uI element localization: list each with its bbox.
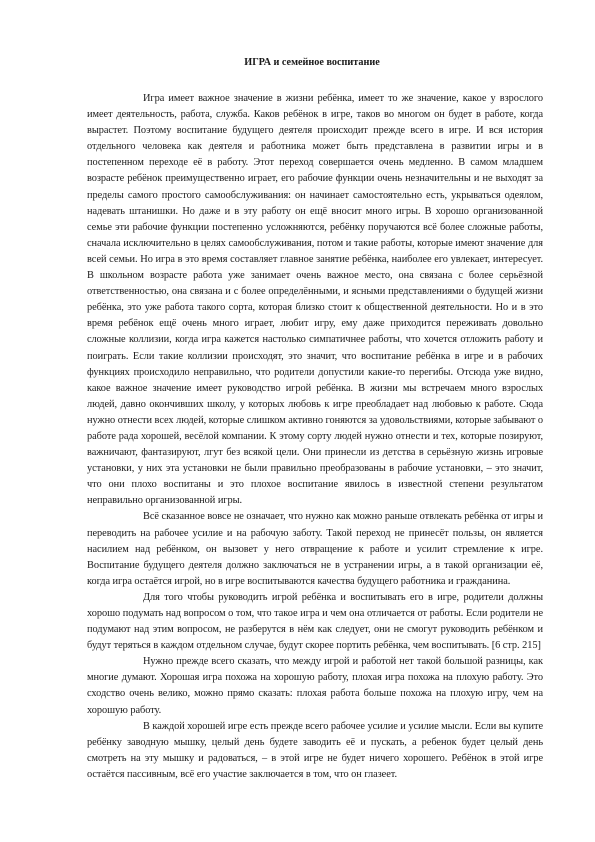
paragraph-1: Игра имеет важное значение в жизни ребёнка, имеет то же значение, какое у взрослого имеет деятельность, работа, служба. Каков ребёнок в игре, таков во многом он будет в работе, когда вырастет. Поэтому воспитание будущего деятеля происходит прежде всего в игре. И вся история отдельного человека как деятеля и работника может быть представлена в развитии игры и в постепенном переходе её в работу. Этот переход совершается очень медленно. В самом младшем возрасте ребёнок преимущественно играет, его рабочие функции очень незначительны и не выходят за пределы самого простого самообслуживания: он начинает самостоятельно есть, укрываться одеялом, надевать штанишки. Но даже и в эту работу он ещё вносит много игры. В хорошо организованной семье эти рабочие функции постепенно усложняются, ребёнку поручаются всё более сложные работы, сначала исключительно в целях самообслуживания, потом и такие работы, которые имеют значение для всей семьи. Но игра в это время составляет главное занятие ребёнка, наиболее его увлекает, интересует. В школьном возрасте работа уже занимает очень важное место, она связана с более серьёзной ответственностью, она связана и с более определёнными, и ясными представлениями о будущей жизни ребёнка, это уже работа такого сорта, которая близко стоит к общественной деятельности. Но и в это время ребёнок ещё очень много играет, любит игру, ему даже приходится переживать довольно сложные коллизии, когда игра кажется настолько симпатичнее работы, что хочется отложить работу и поиграть. Если такие коллизии происходят, это значит, что воспитание ребёнка в игре и в рабочих функциях происходило неправильно, что родители допустили какие-то перегибы. Отсюда уже видно, какое важное значение имеет руководство игрой ребёнка. В жизни мы встречаем много взрослых людей, давно окончивших школу, у которых любовь к игре преобладает над любовью к работе. Сюда нужно отнести всех людей, которые слишком активно гоняются за удовольствиями, которые забывают о работе рада хорошей, весёлой компании. К этому сорту людей нужно отнести и тех, которые позируют, важничают, фантазируют, лгут без всякой цели. Они принесли из детства в серьёзную жизнь игровые установки, у них эта установки не были правильно преобразованы в рабочие установки, – это значит, что они плохо воспитаны и это плохое воспитание явилось в известной степени результатом неправильно организованной игры. — [87, 93, 543, 507]
paragraph-5: В каждой хорошей игре есть прежде всего рабочее усилие и усилие мысли. Если вы купите ребёнку заводную мышку, целый день будете заводить её и пускать, а ребенок будет целый день смотреть на эту мышку и радоваться, – в этой игре не будет ничего хорошего. Ребёнок в этой игре остаётся пассивным, всё его участие заключается в том, что он глазеет. — [87, 720, 543, 780]
paragraph-2: Всё сказанное вовсе не означает, что нужно как можно раньше отвлекать ребёнка от игры и переводить на рабочее усилие и на рабочую заботу. Такой переход не принесёт пользы, он является насилием над ребёнком, он вызовет у него отвращение к работе и усилит стремление к игре. Воспитание будущего деятеля должно заключаться не в устранении игры, а в такой организации её, когда игра остаётся игрой, но в игре воспитываются качества будущего работника и гражданина. — [87, 511, 543, 587]
paragraph-3: Для того чтобы руководить игрой ребёнка и воспитывать его в игре, родители должны хорошо подумать над вопросом о том, что такое игра и чем она отличается от работы. Если родители не подумают над этим вопросом, не разберутся в нём как следует, они не смогут руководить ребёнком и будут теряться в каждом отдельном случае, будут скорее портить ребёнка, чем воспитывать. [6 стр. 215] — [87, 591, 543, 652]
paragraph-4: Нужно прежде всего сказать, что между игрой и работой нет такой большой разницы, как многие думают. Хорошая игра похожа на хорошую работу, плохая игра похожа на плохую работу. Это сходство очень велико, можно прямо сказать: плохая работа больше похожа на плохую игру, чем на хорошую работу. — [87, 656, 543, 716]
document-title: ИГРА и семейное воспитание — [244, 57, 380, 68]
